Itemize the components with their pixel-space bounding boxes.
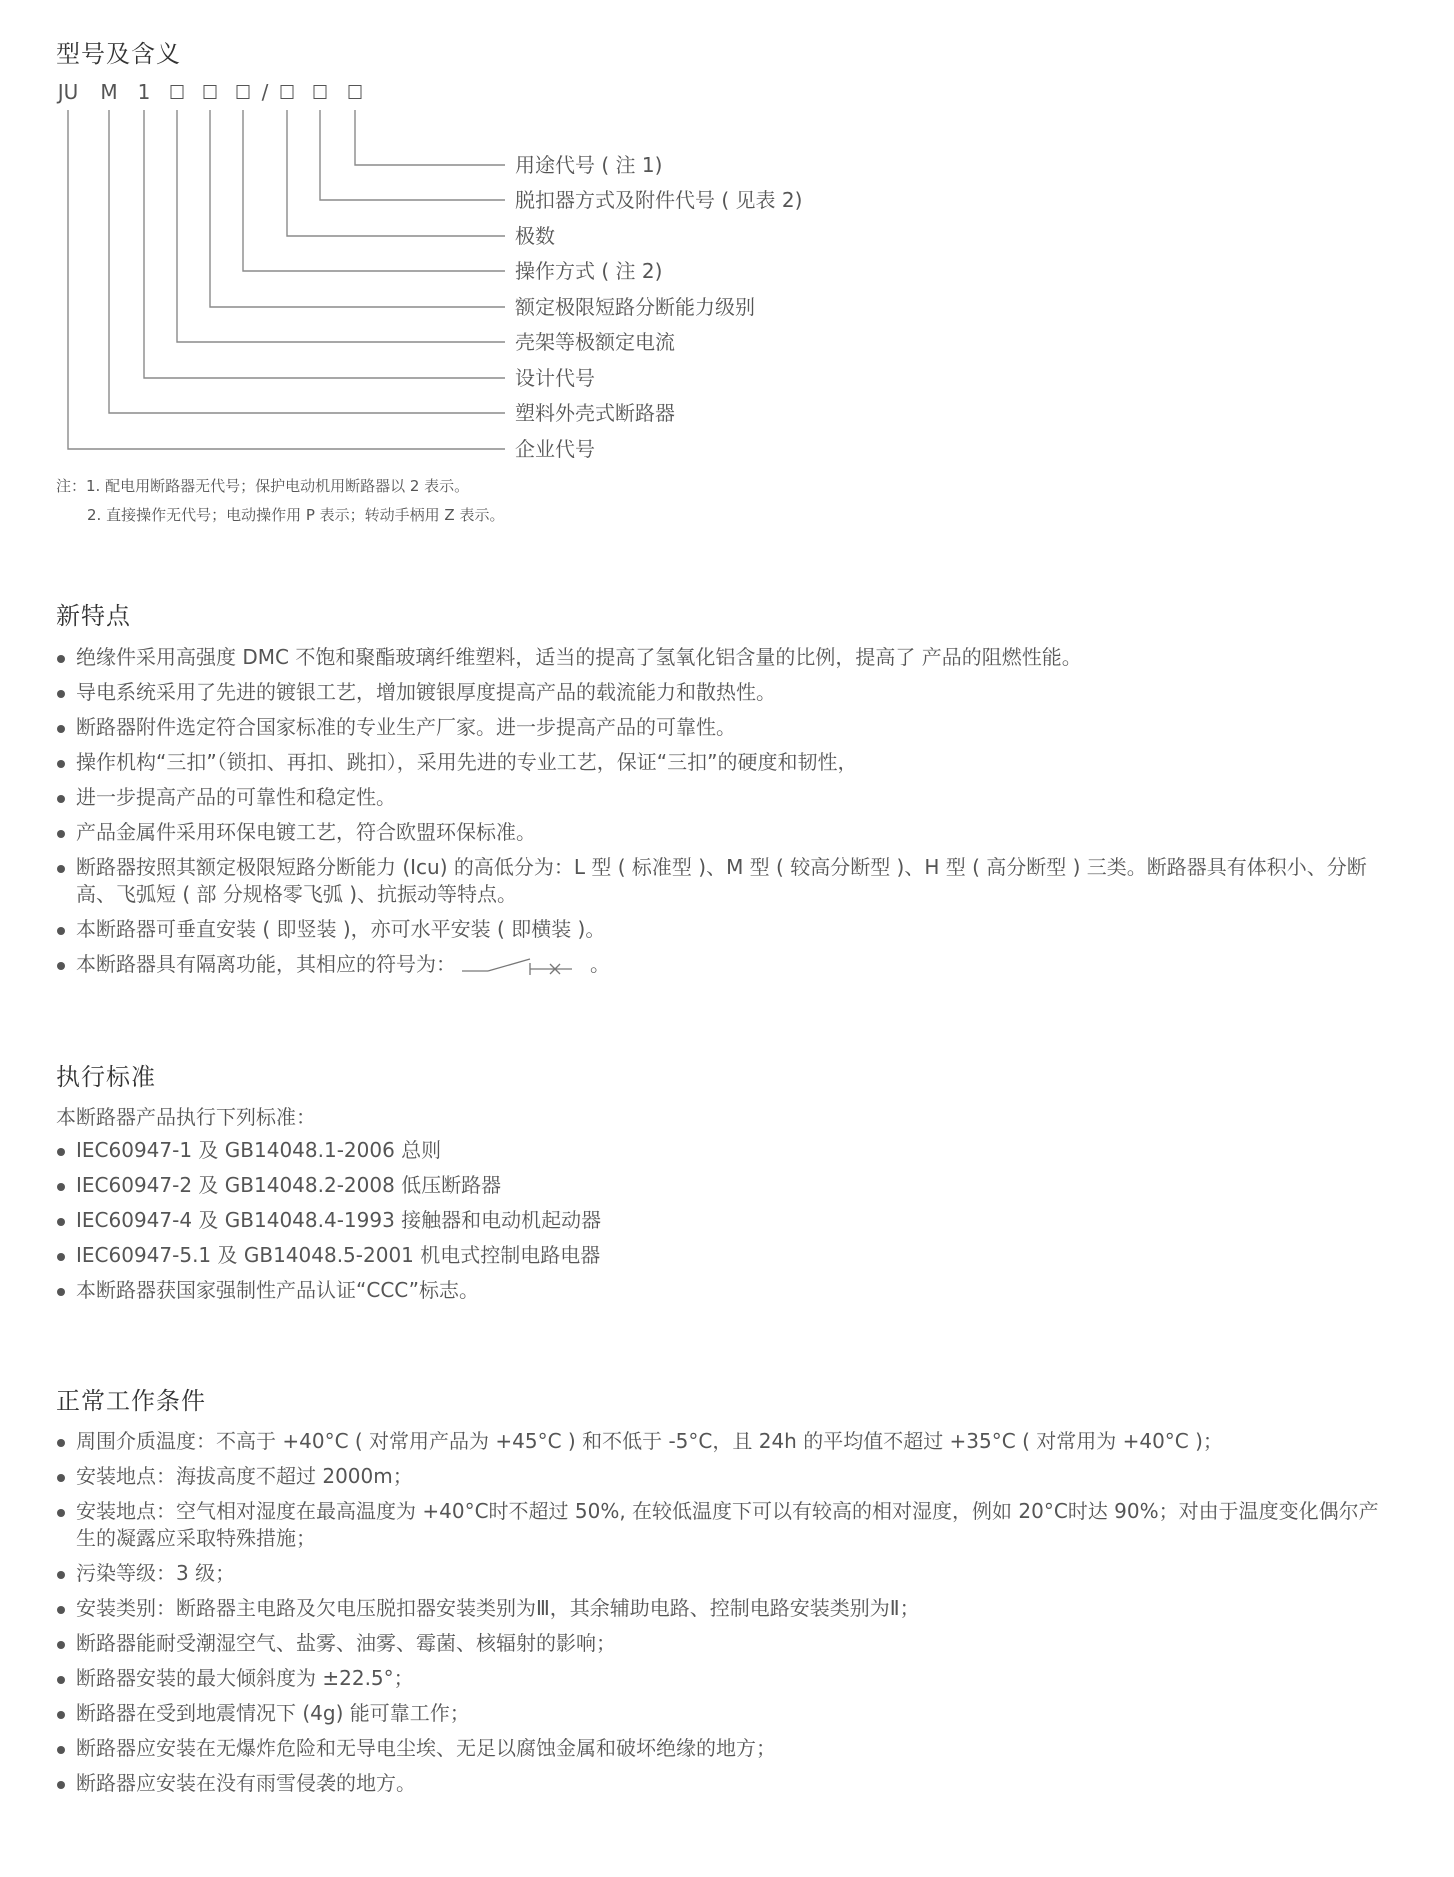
label-usage-code: 用途代号 ( 注 1) — [515, 153, 663, 177]
code-char-slash: / — [261, 80, 269, 104]
code-box-trip-accessory — [314, 85, 327, 99]
code-box-frame-current — [171, 85, 184, 99]
model-note-1: 注：1. 配电用断路器无代号；保护电动机用断路器以 2 表示。 — [56, 477, 470, 495]
list-item: 断路器在受到地震情况下 (4g) 能可靠工作； — [56, 1700, 1396, 1727]
standards-list — [56, 1137, 1396, 1312]
list-item: 安装地点：空气相对湿度在最高温度为 +40°C时不超过 50%, 在较低温度下可以有较高的相对湿度，例如 20°C时达 90%；对由于温度变化偶尔产生的凝露应采取特殊措施； — [56, 1498, 1396, 1552]
label-breaking-level: 额定极限短路分断能力级别 — [515, 295, 755, 319]
conditions-list — [56, 1428, 1396, 1805]
list-item: 本断路器可垂直安装 ( 即竖装 )，亦可水平安装 ( 即横装 )。 — [56, 916, 1396, 943]
list-item: 断路器应安装在无爆炸危险和无导电尘埃、无足以腐蚀金属和破坏绝缘的地方； — [56, 1735, 1396, 1762]
label-company-code: 企业代号 — [515, 437, 595, 461]
list-item: 断路器能耐受潮湿空气、盐雾、油雾、霉菌、核辐射的影响； — [56, 1630, 1396, 1657]
section-title-model: 型号及含义 — [56, 40, 181, 68]
code-box-breaking-level — [204, 85, 217, 99]
list-item: IEC60947-4 及 GB14048.4-1993 接触器和电动机起动器 — [56, 1207, 1396, 1234]
isolation-switch-symbol-icon — [460, 955, 590, 977]
list-item: 产品金属件采用环保电镀工艺，符合欧盟环保标准。 — [56, 819, 1396, 846]
code-char-company: JU — [57, 80, 79, 104]
list-item: 断路器按照其额定极限短路分断能力 (Icu) 的高低分为：L 型 ( 标准型 )、M 型 ( 较高分断型 )、H 型 ( 高分断型 ) 三类。断路器具有体积小、分断高、飞弧短 ( 部 分规格零飞弧 )、抗振动等特点。 — [56, 854, 1396, 908]
leader-line-operation — [243, 110, 505, 271]
list-item: IEC60947-1 及 GB14048.1-2006 总则 — [56, 1137, 1396, 1164]
isolation-text: 本断路器具有隔离功能，其相应的符号为： — [76, 952, 456, 976]
label-trip-accessory-code: 脱扣器方式及附件代号 ( 见表 2) — [515, 188, 803, 212]
isolation-suffix: 。 — [590, 952, 610, 976]
label-operation-mode: 操作方式 ( 注 2) — [515, 259, 663, 283]
leader-line-breaking-level — [210, 110, 505, 307]
list-item: 安装类别：断路器主电路及欠电压脱扣器安装类别为Ⅲ，其余辅助电路、控制电路安装类别为Ⅱ； — [56, 1595, 1396, 1622]
list-item: 绝缘件采用高强度 DMC 不饱和聚酯玻璃纤维塑料，适当的提高了氢氧化铝含量的比例，提高了 产品的阻燃性能。 — [56, 644, 1396, 671]
list-item: 操作机构“三扣”（锁扣、再扣、跳扣），采用先进的专业工艺，保证“三扣”的硬度和韧性， — [56, 749, 1396, 776]
code-char-mccb: M — [100, 80, 118, 104]
list-item: 本断路器获国家强制性产品认证“CCC”标志。 — [56, 1277, 1396, 1304]
label-mccb: 塑料外壳式断路器 — [515, 401, 675, 425]
list-item: IEC60947-2 及 GB14048.2-2008 低压断路器 — [56, 1172, 1396, 1199]
list-item: 导电系统采用了先进的镀银工艺，增加镀银厚度提高产品的载流能力和散热性。 — [56, 679, 1396, 706]
list-item-isolation — [56, 951, 1396, 978]
leader-line-usage — [355, 110, 505, 165]
leader-line-company — [68, 110, 505, 449]
section-title-features: 新特点 — [56, 602, 131, 630]
section-title-standards: 执行标准 — [56, 1063, 156, 1091]
list-item: 断路器附件选定符合国家标准的专业生产厂家。进一步提高产品的可靠性。 — [56, 714, 1396, 741]
leader-line-frame-current — [177, 110, 505, 342]
code-box-poles — [281, 85, 294, 99]
list-item: IEC60947-5.1 及 GB14048.5-2001 机电式控制电路电器 — [56, 1242, 1396, 1269]
label-design-code: 设计代号 — [515, 366, 595, 390]
list-item: 污染等级：3 级； — [56, 1560, 1396, 1587]
list-item: 周围介质温度：不高于 +40°C ( 对常用产品为 +45°C ) 和不低于 -5°C，且 24h 的平均值不超过 +35°C ( 对常用为 +40°C )； — [56, 1428, 1396, 1455]
model-note-2: 2. 直接操作无代号；电动操作用 P 表示；转动手柄用 Z 表示。 — [87, 506, 505, 524]
features-list — [56, 644, 1396, 986]
list-item: 进一步提高产品的可靠性和稳定性。 — [56, 784, 1396, 811]
leader-line-mccb — [109, 110, 505, 413]
section-title-conditions: 正常工作条件 — [56, 1387, 206, 1415]
standards-intro: 本断路器产品执行下列标准： — [56, 1105, 316, 1129]
code-box-usage — [349, 85, 362, 99]
label-poles: 极数 — [515, 224, 555, 248]
list-item: 断路器应安装在没有雨雪侵袭的地方。 — [56, 1770, 1396, 1797]
list-item: 断路器安装的最大倾斜度为 ±22.5°； — [56, 1665, 1396, 1692]
code-box-operation — [237, 85, 250, 99]
label-frame-current: 壳架等极额定电流 — [515, 330, 675, 354]
model-code-leader-lines — [0, 0, 1454, 470]
model-notes — [56, 472, 504, 530]
leader-line-poles — [287, 110, 505, 236]
list-item: 安装地点：海拔高度不超过 2000m； — [56, 1463, 1396, 1490]
leader-line-design — [144, 110, 505, 378]
code-char-design: 1 — [137, 80, 151, 104]
leader-line-trip-accessory — [320, 110, 505, 200]
